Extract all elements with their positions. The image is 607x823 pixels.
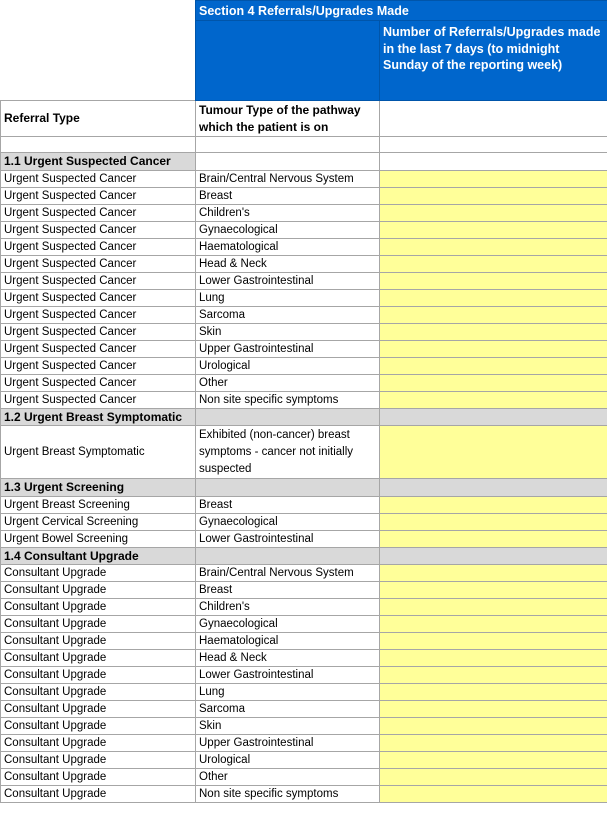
tumour-type-cell: Non site specific symptoms <box>196 391 380 408</box>
referral-type-cell: Consultant Upgrade <box>1 735 196 752</box>
tumour-type-cell: Sarcoma <box>196 306 380 323</box>
count-column-header: Number of Referrals/Upgrades made in the last 7 days (to midnight Sunday of the reporting week) <box>380 21 607 101</box>
referral-count-input[interactable] <box>380 530 607 547</box>
tumour-type-cell: Upper Gastrointestinal <box>196 735 380 752</box>
referral-type-cell: Consultant Upgrade <box>1 752 196 769</box>
section-filler-cell <box>196 153 380 171</box>
referral-count-input[interactable] <box>380 752 607 769</box>
referral-type-cell: Urgent Suspected Cancer <box>1 187 196 204</box>
blank-cell <box>1 1 196 21</box>
table-row <box>1 769 607 786</box>
section-title-cell: 1.4 Consultant Upgrade <box>1 547 196 565</box>
referral-type-cell: Consultant Upgrade <box>1 684 196 701</box>
referral-count-input[interactable] <box>380 391 607 408</box>
tumour-type-cell: Haematological <box>196 633 380 650</box>
referral-type-cell: Consultant Upgrade <box>1 701 196 718</box>
referral-count-input[interactable] <box>380 633 607 650</box>
title-row <box>1 1 607 21</box>
referral-count-input[interactable] <box>380 616 607 633</box>
table-row <box>1 374 607 391</box>
referral-count-input[interactable] <box>380 496 607 513</box>
table-row <box>1 786 607 803</box>
column-header-row <box>1 101 607 137</box>
tumour-type-cell: Breast <box>196 496 380 513</box>
table-row <box>1 323 607 340</box>
section-filler-cell <box>380 408 607 426</box>
referral-type-cell: Consultant Upgrade <box>1 650 196 667</box>
count-header-row <box>1 21 607 101</box>
tumour-type-cell: Urological <box>196 357 380 374</box>
referral-type-cell: Consultant Upgrade <box>1 786 196 803</box>
section-filler-cell <box>196 547 380 565</box>
referral-count-input[interactable] <box>380 255 607 272</box>
table-row <box>1 616 607 633</box>
tumour-type-cell: Urological <box>196 752 380 769</box>
table-row <box>1 599 607 616</box>
referral-type-cell: Urgent Breast Symptomatic <box>1 426 196 479</box>
section-header-row <box>1 153 607 171</box>
referral-count-input[interactable] <box>380 204 607 221</box>
referral-count-input[interactable] <box>380 238 607 255</box>
referral-type-cell: Urgent Suspected Cancer <box>1 374 196 391</box>
tumour-type-cell: Lower Gastrointestinal <box>196 530 380 547</box>
referral-type-cell: Urgent Suspected Cancer <box>1 323 196 340</box>
referral-count-input[interactable] <box>380 289 607 306</box>
spacer-row <box>1 137 607 153</box>
referral-count-input[interactable] <box>380 187 607 204</box>
referral-type-cell: Urgent Suspected Cancer <box>1 391 196 408</box>
section-filler-cell <box>380 153 607 171</box>
section-title-cell: 1.2 Urgent Breast Symptomatic <box>1 408 196 426</box>
referral-count-input[interactable] <box>380 650 607 667</box>
referral-type-cell: Urgent Suspected Cancer <box>1 238 196 255</box>
section-filler-cell <box>380 479 607 497</box>
referral-type-cell: Urgent Suspected Cancer <box>1 255 196 272</box>
tumour-type-cell: Head & Neck <box>196 650 380 667</box>
referral-type-cell: Urgent Breast Screening <box>1 496 196 513</box>
referral-type-cell: Urgent Cervical Screening <box>1 513 196 530</box>
table-row <box>1 391 607 408</box>
referral-type-cell: Urgent Suspected Cancer <box>1 204 196 221</box>
table-row <box>1 513 607 530</box>
referral-count-input[interactable] <box>380 701 607 718</box>
referral-count-input[interactable] <box>380 323 607 340</box>
referral-count-input[interactable] <box>380 272 607 289</box>
referral-type-cell: Consultant Upgrade <box>1 718 196 735</box>
referral-count-input[interactable] <box>380 735 607 752</box>
tumour-type-cell: Brain/Central Nervous System <box>196 170 380 187</box>
referral-count-input[interactable] <box>380 357 607 374</box>
referral-count-input[interactable] <box>380 582 607 599</box>
referral-type-header: Referral Type <box>1 101 196 137</box>
referral-type-cell: Urgent Suspected Cancer <box>1 272 196 289</box>
tumour-type-cell: Children's <box>196 204 380 221</box>
referral-count-input[interactable] <box>380 684 607 701</box>
tumour-type-cell: Exhibited (non-cancer) breast symptoms - cancer not initially suspected <box>196 426 380 479</box>
referral-type-cell: Consultant Upgrade <box>1 599 196 616</box>
sheet-body <box>1 1 607 803</box>
tumour-type-cell: Lung <box>196 289 380 306</box>
tumour-type-cell: Upper Gastrointestinal <box>196 340 380 357</box>
referral-type-cell: Consultant Upgrade <box>1 565 196 582</box>
referral-count-input[interactable] <box>380 667 607 684</box>
tumour-type-cell: Other <box>196 769 380 786</box>
table-row <box>1 735 607 752</box>
referral-count-input[interactable] <box>380 221 607 238</box>
tumour-type-cell: Breast <box>196 187 380 204</box>
referral-count-input[interactable] <box>380 374 607 391</box>
table-row <box>1 170 607 187</box>
referral-count-input[interactable] <box>380 306 607 323</box>
tumour-type-cell: Gynaecological <box>196 221 380 238</box>
spacer-cell <box>380 137 607 153</box>
referral-count-input[interactable] <box>380 718 607 735</box>
tumour-type-cell: Other <box>196 374 380 391</box>
table-row <box>1 667 607 684</box>
tumour-type-cell: Brain/Central Nervous System <box>196 565 380 582</box>
referral-count-input[interactable] <box>380 170 607 187</box>
referral-count-input[interactable] <box>380 786 607 803</box>
tumour-type-cell: Lung <box>196 684 380 701</box>
tumour-type-cell: Sarcoma <box>196 701 380 718</box>
table-row <box>1 187 607 204</box>
tumour-type-cell: Non site specific symptoms <box>196 786 380 803</box>
referral-type-cell: Urgent Suspected Cancer <box>1 221 196 238</box>
referral-type-cell: Consultant Upgrade <box>1 616 196 633</box>
tumour-type-cell: Gynaecological <box>196 513 380 530</box>
tumour-type-cell: Lower Gastrointestinal <box>196 667 380 684</box>
table-row <box>1 340 607 357</box>
section-title: Section 4 Referrals/Upgrades Made <box>196 1 607 21</box>
tumour-type-cell: Skin <box>196 323 380 340</box>
referral-count-input[interactable] <box>380 340 607 357</box>
table-row <box>1 752 607 769</box>
tumour-type-cell: Lower Gastrointestinal <box>196 272 380 289</box>
tumour-type-cell: Gynaecological <box>196 616 380 633</box>
referral-count-input[interactable] <box>380 426 607 479</box>
referral-type-cell: Urgent Suspected Cancer <box>1 340 196 357</box>
table-row <box>1 221 607 238</box>
tumour-type-header: Tumour Type of the pathway which the patient is on <box>196 101 380 137</box>
referral-count-input[interactable] <box>380 513 607 530</box>
tumour-type-cell: Head & Neck <box>196 255 380 272</box>
spacer-cell <box>196 137 380 153</box>
tumour-type-cell: Children's <box>196 599 380 616</box>
referral-count-input[interactable] <box>380 565 607 582</box>
table-row <box>1 530 607 547</box>
table-row <box>1 255 607 272</box>
table-row <box>1 633 607 650</box>
table-row <box>1 582 607 599</box>
section-header-row <box>1 547 607 565</box>
section-filler-cell <box>380 547 607 565</box>
table-row <box>1 289 607 306</box>
table-row <box>1 204 607 221</box>
section-title-cell: 1.3 Urgent Screening <box>1 479 196 497</box>
referral-type-cell: Consultant Upgrade <box>1 582 196 599</box>
table-row <box>1 272 607 289</box>
table-row <box>1 496 607 513</box>
table-row <box>1 701 607 718</box>
table-row <box>1 306 607 323</box>
referral-type-cell: Consultant Upgrade <box>1 667 196 684</box>
section-header-row <box>1 408 607 426</box>
referral-count-input[interactable] <box>380 769 607 786</box>
spacer-cell <box>1 137 196 153</box>
empty-header-cell <box>380 101 607 137</box>
table-row <box>1 238 607 255</box>
referral-type-cell: Consultant Upgrade <box>1 769 196 786</box>
section-title-cell: 1.1 Urgent Suspected Cancer <box>1 153 196 171</box>
referral-type-cell: Urgent Suspected Cancer <box>1 289 196 306</box>
section-header-row <box>1 479 607 497</box>
blank-cell <box>1 21 196 101</box>
tumour-type-cell: Skin <box>196 718 380 735</box>
table-row <box>1 357 607 374</box>
table-row <box>1 565 607 582</box>
referral-type-cell: Urgent Bowel Screening <box>1 530 196 547</box>
tumour-type-cell: Haematological <box>196 238 380 255</box>
referral-type-cell: Urgent Suspected Cancer <box>1 306 196 323</box>
tumour-type-cell: Breast <box>196 582 380 599</box>
referral-type-cell: Consultant Upgrade <box>1 633 196 650</box>
referral-type-cell: Urgent Suspected Cancer <box>1 170 196 187</box>
table-row <box>1 718 607 735</box>
table-row <box>1 684 607 701</box>
referral-type-cell: Urgent Suspected Cancer <box>1 357 196 374</box>
section-filler-cell <box>196 479 380 497</box>
table-row <box>1 426 607 479</box>
table-row <box>1 650 607 667</box>
section-filler-cell <box>196 408 380 426</box>
blue-spacer-cell <box>196 21 380 101</box>
referral-count-input[interactable] <box>380 599 607 616</box>
